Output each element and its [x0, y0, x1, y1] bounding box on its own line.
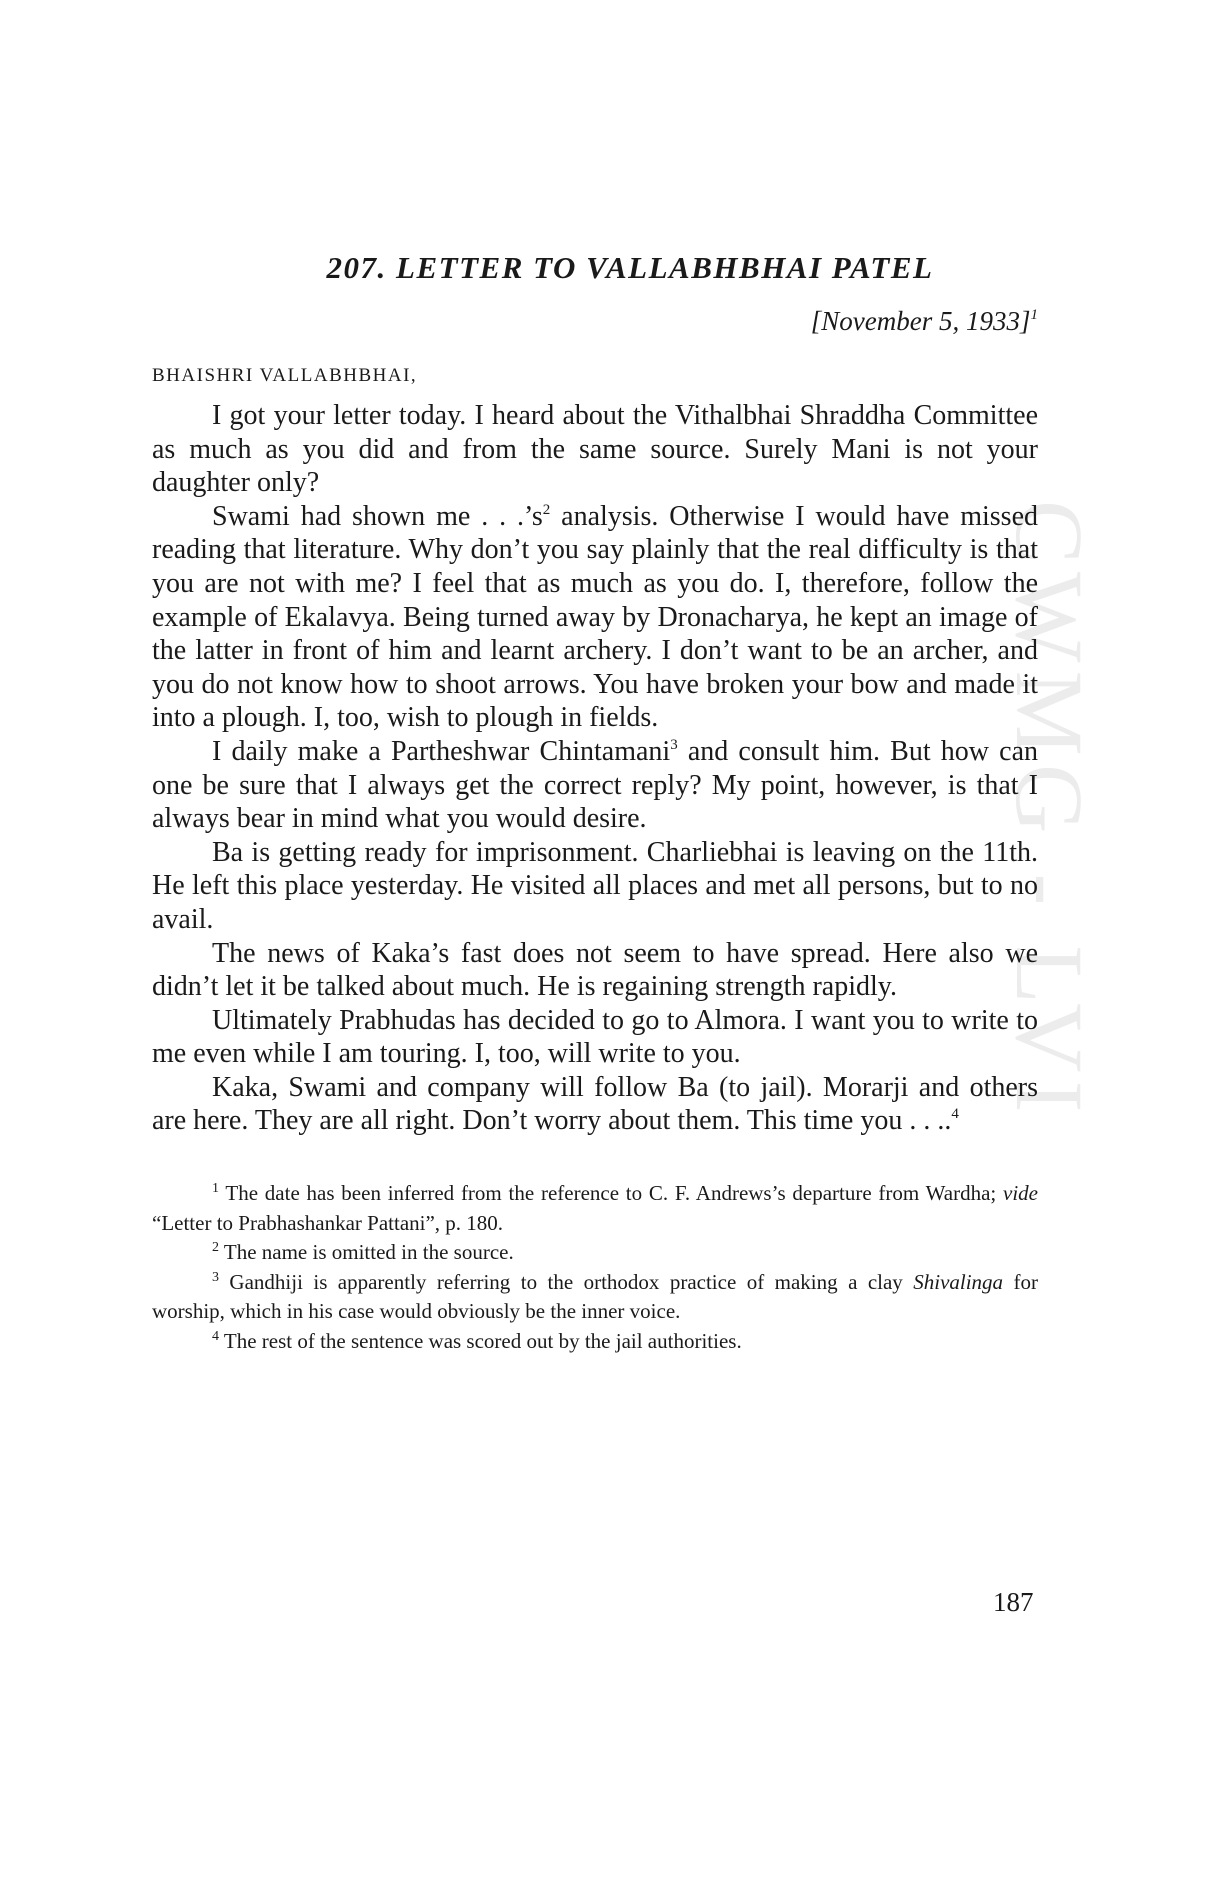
- footnote-1-text-a: The date has been inferred from the reference to C. F. Andrews’s departure from Wardha;: [219, 1181, 1004, 1206]
- paragraph-2-text-b: analysis. Otherwise I would have missed reading that literature. Why don’t you say plainly that the real difficulty is that you are not with me? I feel that as much as you do. I, therefore, follow the example of Ekalavya. Being turned away by Dronacharya, he kept an image of the latter in front of him and learnt archery. I don’t want to be an archer, and you do not know how to shoot arrows. You have broken your bow and made it into a plough. I, too, wish to plough in fields.: [152, 500, 1038, 734]
- footnote-2-number: 2: [212, 1240, 219, 1256]
- paragraph-3-text-a: I daily make a Partheshwar Chintamani: [212, 735, 671, 767]
- footnote-ref-4: 4: [951, 1106, 959, 1123]
- paragraph-6: Ultimately Prabhudas has decided to go to Almora. I want you to write to me even while I am touring. I, too, will write to you.: [152, 1004, 1038, 1070]
- footnote-4-number: 4: [212, 1328, 219, 1344]
- page-number: 187: [993, 1587, 1034, 1617]
- footnote-3-italic: Shivalinga: [913, 1269, 1004, 1294]
- paragraph-3-text-b: and consult him. But how can one be sure that I always get the correct reply? My point, however, is that I always bear in mind what you would desire.: [152, 735, 1038, 835]
- footnote-3-text-b: for worship, which in his case would obviously be the inner voice.: [152, 1269, 1038, 1324]
- footnote-3: [152, 1268, 1038, 1327]
- footnote-4: [152, 1327, 1038, 1357]
- letter-date: [152, 306, 1038, 337]
- footnote-2-text: The name is omitted in the source.: [219, 1240, 514, 1265]
- paragraph-1: I got your letter today. I heard about the Vithalbhai Shraddha Committee as much as you did and from the same source. Surely Mani is not your daughter only?: [152, 400, 1038, 499]
- letter-title: 207. LETTER TO VALLABHBHAI PATEL: [326, 250, 934, 285]
- footnote-ref-3: 3: [670, 736, 678, 753]
- footnote-1-number: 1: [212, 1181, 219, 1197]
- footnote-4-text: The rest of the sentence was scored out by the jail authorities.: [219, 1328, 742, 1353]
- paragraph-7: [152, 1071, 1038, 1138]
- document-page: [152, 250, 1038, 1356]
- footnote-1-vide: vide: [1003, 1181, 1038, 1206]
- paragraph-2-text-a: Swami had shown me . . .’s: [212, 500, 543, 532]
- paragraph-4: Ba is getting ready for imprisonment. Charliebhai is leaving on the 11th. He left this place yesterday. He visited all places and met all persons, but to no avail.: [152, 836, 1038, 935]
- paragraph-7-text: Kaka, Swami and company will follow Ba (to jail). Morarji and others are here. They are all right. Don’t worry about them. This time you . . ..: [152, 1071, 1038, 1137]
- paragraph-3: [152, 735, 1038, 836]
- footnotes: [152, 1179, 1038, 1356]
- footnote-3-number: 3: [212, 1269, 219, 1285]
- paragraph-2: [152, 500, 1038, 735]
- watermark: CWMG - LVI: [996, 500, 1103, 1121]
- letter-body: [152, 399, 1038, 1138]
- footnote-1: [152, 1179, 1038, 1238]
- footnote-1-text-b: “Letter to Prabhashankar Pattani”, p. 180.: [152, 1210, 504, 1235]
- footnote-ref-2: 2: [542, 501, 551, 518]
- salutation: BHAISHRI VALLABHBHAI,: [152, 365, 418, 386]
- footnote-3-text-a: Gandhiji is apparently referring to the orthodox practice of making a clay: [219, 1269, 914, 1294]
- footnote-ref-1: 1: [1030, 307, 1038, 323]
- date-text: [November 5, 1933]: [810, 306, 1031, 336]
- paragraph-5: The news of Kaka’s fast does not seem to have spread. Here also we didn’t let it be talked about much. He is regaining strength rapidly.: [152, 937, 1038, 1003]
- footnote-2: [152, 1238, 1038, 1268]
